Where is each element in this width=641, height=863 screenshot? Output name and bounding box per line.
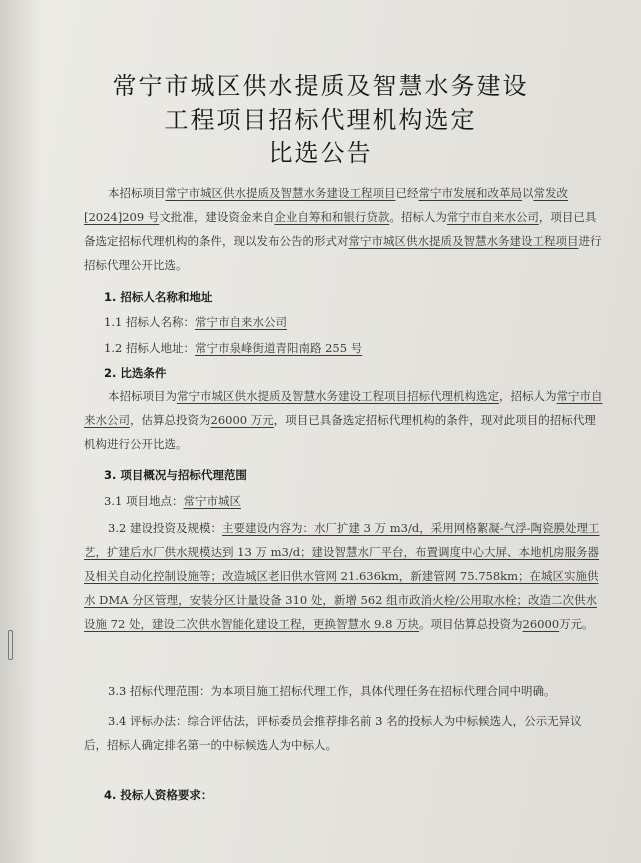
tenderer-address-value: 常宁市泉峰街道青阳南路 255 号 [194, 341, 363, 355]
section-1-heading: 1. 招标人名称和地址 [104, 290, 213, 304]
approval-doc-number: 常发改[2024]209 号 [84, 186, 568, 224]
section-2-paragraph: 本招标项目为常宁市城区供水提质及智慧水务建设工程项目招标代理机构选定，招标人为常宁市自来水公司，估算总投资为26000 万元，项目已具备选定招标代理机构的条件，现对此项目的招标代理机构进行公开比选。 [84, 389, 603, 451]
funding-source: 企业自筹和和银行贷款 [274, 210, 390, 224]
section-4-heading: 4. 投标人资格要求： [104, 788, 213, 802]
tenderer-name: 常宁市自来水公司 [446, 210, 539, 224]
selection-project: 常宁市城区供水提质及智慧水务建设工程项目招标代理机构选定 [177, 389, 499, 403]
project-location-row: 3.1 项目地点：常宁市城区 [104, 494, 241, 508]
section-2-tenderer: 常宁市自来水公司 [84, 389, 603, 427]
approver: 常宁市发展和改革局 [418, 186, 522, 200]
estimated-investment: 26000 万元 [210, 413, 274, 427]
scale-investment: 26000 [522, 617, 560, 631]
title-line-1: 常宁市城区供水提质及智慧水务建设 [112, 72, 529, 100]
tenderer-address-row: 1.2 招标人地址：常宁市泉峰街道青阳南路 255 号 [104, 341, 363, 355]
construction-content: 主要建设内容为：水厂扩建 3 万 m3/d，采用网格絮凝-气浮-陶瓷膜处理工艺，扩建后水厂供水规模达到 13 万 m3/d；建设智慧水厂平台，布置调度中心大屏、本地机房服务器及相关自动化控制设施等；改造城区老旧供水管网 21.636km，新建管网 75.758km；在城区实施供水 DMA 分区管理，安装分区计量设备 310 处，新增 562 组市政消火栓/公用取水栓；改造二次供水设施 72 处，建设二次供水智能化建设工程，更换智慧水 9.8 万块 [84, 521, 600, 631]
title-line-3: 比选公告 [268, 139, 373, 167]
section-3-heading: 3. 项目概况与招标代理范围 [104, 468, 247, 482]
tenderer-name-value: 常宁市自来水公司 [194, 315, 287, 329]
construction-scale-paragraph: 3.2 建设投资及规模：主要建设内容为：水厂扩建 3 万 m3/d，采用网格絮凝-气浮-陶瓷膜处理工艺，扩建后水厂供水规模达到 13 万 m3/d；建设智慧水厂平台，布置调度中心大屏、本地机房服务器及相关自动化控制设施等；改造城区老旧供水管网 21.636km，新建管网 75.758km；在城区实施供水 DMA 分区管理，安装分区计量设备 310 处，新增 562 组市政消火栓/公用取水栓；改造二次供水设施 72 处，建设二次供水智能化建设工程，更换智慧水 9.8 万块。项目估算总投资为26000万元。 [84, 521, 600, 631]
project-name: 常宁市城区供水提质及智慧水务建设工程项目 [165, 186, 396, 200]
project-location-value: 常宁市城区 [183, 494, 241, 508]
title-line-2: 工程项目招标代理机构选定 [164, 106, 477, 134]
binder-clip [8, 630, 13, 660]
section-2-heading: 2. 比选条件 [104, 366, 167, 380]
evaluation-method-paragraph: 3.4 评标办法：综合评估法，评标委员会推荐排名前 3 名的投标人为中标候选人，公示无异议后，招标人确定排名第一的中标候选人为中标人。 [84, 714, 582, 752]
agency-scope-paragraph: 3.3 招标代理范围：为本项目施工招标代理工作，具体代理任务在招标代理合同中明确。 [108, 684, 556, 698]
tenderer-name-row: 1.1 招标人名称：常宁市自来水公司 [104, 315, 287, 329]
project-name-2: 常宁市城区供水提质及智慧水务建设工程项目 [348, 234, 579, 248]
intro-paragraph: 本招标项目常宁市城区供水提质及智慧水务建设工程项目已经常宁市发展和改革局以常发改[2024]209 号文批准，建设资金来自企业自筹和和银行贷款。招标人为常宁市自来水公司，项目已具备选定招标代理机构的条件，现以发布公告的形式对常宁市城区供水提质及智慧水务建设工程项目进行招标代理公开比选。 [84, 186, 602, 272]
